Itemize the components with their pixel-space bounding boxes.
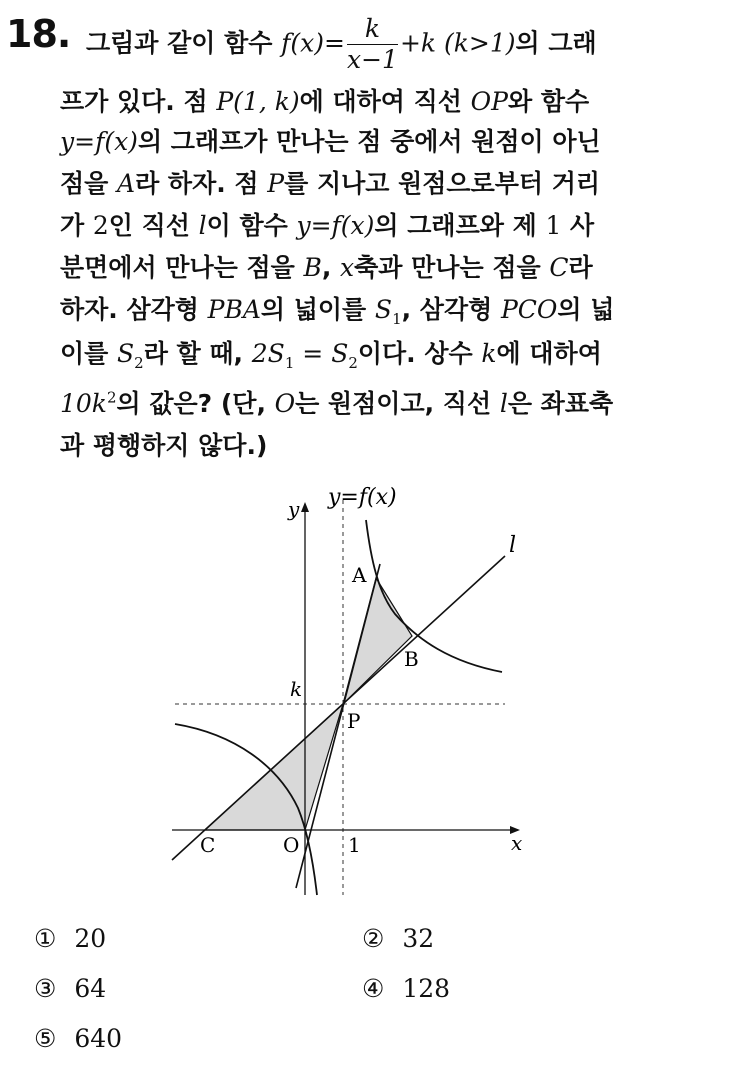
- text: 라 할 때,: [143, 339, 252, 368]
- math-k: k: [481, 339, 497, 368]
- math-10k: 10k: [60, 389, 107, 418]
- math-o: O: [274, 389, 296, 418]
- choice-2[interactable]: [362, 924, 434, 953]
- triangle-pba: [343, 578, 412, 704]
- text: , 삼각형: [401, 295, 501, 324]
- choice-mark: ③: [34, 974, 57, 1003]
- math-eq-s: = S: [294, 339, 349, 368]
- math-l: l: [499, 389, 508, 418]
- math-sup: 2: [106, 388, 117, 407]
- text: 의 넓이를: [260, 295, 375, 324]
- math-s: S: [374, 295, 393, 324]
- choice-4[interactable]: [362, 974, 450, 1003]
- math-pco: PCO: [500, 295, 558, 324]
- text: 의 값은? (단,: [116, 389, 275, 418]
- math-l: l: [198, 211, 207, 240]
- point-c-label: C: [200, 833, 216, 857]
- question-number: 18.: [6, 12, 71, 56]
- question-line-4: [60, 164, 600, 200]
- text: 은 좌표축: [507, 389, 614, 418]
- math-x: x: [340, 253, 355, 282]
- text: 과 평행하지 않다.): [60, 431, 268, 460]
- question-line-9: [60, 384, 613, 420]
- question-line-7: [60, 290, 614, 328]
- question-line-8: [60, 334, 602, 372]
- choice-3[interactable]: [34, 974, 106, 1003]
- math-one: 1: [545, 211, 562, 240]
- choice-value: 640: [74, 1024, 123, 1053]
- text: 이 함수: [206, 211, 297, 240]
- math-yfx: y=f(x): [60, 127, 138, 156]
- math-a: A: [117, 169, 136, 198]
- choice-mark: ②: [362, 924, 385, 953]
- text: 의 그래프와 제: [374, 211, 546, 240]
- text: 축과 만나는 점을: [354, 253, 550, 282]
- text: 인 직선: [108, 211, 199, 240]
- point-b-label: B: [404, 647, 419, 671]
- text: 하자. 삼각형: [60, 295, 208, 324]
- question-line-10: [60, 426, 267, 462]
- math-c: C: [549, 253, 569, 282]
- math-eq: =: [324, 28, 345, 58]
- math-plus-k: +k: [399, 28, 437, 58]
- choice-1[interactable]: [34, 924, 106, 953]
- text: 에 대하여: [496, 339, 602, 368]
- text: 에 대하여 직선: [299, 87, 471, 116]
- math-fx: f(x): [281, 28, 325, 58]
- text: 의 넓: [557, 295, 615, 324]
- math-sub: 2: [134, 354, 144, 372]
- text: 그림과 같이 함수: [86, 28, 282, 58]
- fraction: [347, 14, 398, 75]
- choice-mark: ①: [34, 924, 57, 953]
- fraction-numerator: k: [347, 14, 398, 45]
- math-sub: 1: [284, 354, 295, 372]
- choice-value: 64: [74, 974, 107, 1003]
- math-point-p: P(1, k): [216, 87, 300, 116]
- text: 라: [568, 253, 593, 282]
- question-line-3: [60, 122, 601, 158]
- text: 사: [561, 211, 595, 240]
- choice-mark: ⑤: [34, 1024, 57, 1053]
- question-line-6: [60, 248, 593, 284]
- text: 라 하자. 점: [135, 169, 268, 198]
- y-axis-label: y: [288, 497, 300, 521]
- choice-value: 128: [402, 974, 451, 1003]
- line-l: [172, 556, 505, 860]
- math-condition: (k>1): [436, 28, 516, 58]
- math-sub: 2: [348, 354, 358, 372]
- question-line-5: [60, 206, 594, 242]
- math-op: OP: [470, 87, 508, 116]
- point-o-label: O: [283, 833, 300, 857]
- math-p: P: [267, 169, 285, 198]
- math-two: 2: [92, 211, 109, 240]
- math-yfx: y=f(x): [296, 211, 375, 240]
- text: 분면에서 만나는 점을: [60, 253, 304, 282]
- text: 이를: [60, 339, 118, 368]
- y-axis-arrow: [301, 502, 309, 512]
- question-line-2: [60, 82, 589, 118]
- fraction-denominator: x−1: [346, 45, 398, 74]
- choice-5[interactable]: [34, 1024, 122, 1053]
- one-tick-label: 1: [348, 833, 361, 857]
- text: 와 함수: [507, 87, 590, 116]
- text: ,: [321, 253, 341, 282]
- math-2s: 2S: [251, 339, 285, 368]
- text: 는 원점이고, 직선: [295, 389, 500, 418]
- text: 가: [60, 211, 93, 240]
- text: 점을: [60, 169, 118, 198]
- math-sub: 1: [392, 310, 402, 328]
- line-l-label: l: [509, 533, 517, 558]
- point-p-label: P: [347, 709, 361, 733]
- x-axis-label: x: [511, 831, 523, 855]
- math-s: S: [117, 339, 135, 368]
- question-line-1: [86, 14, 597, 75]
- math-b: B: [303, 253, 322, 282]
- choice-value: 20: [74, 924, 107, 953]
- text: 프가 있다. 점: [60, 87, 217, 116]
- math-pba: PBA: [207, 295, 261, 324]
- line-op: [296, 564, 380, 888]
- point-a-label: A: [352, 563, 367, 587]
- graph-figure: [0, 480, 736, 900]
- k-tick-label: k: [290, 677, 303, 701]
- text: 의 그래: [515, 28, 597, 58]
- choice-value: 32: [402, 924, 435, 953]
- text: 를 지나고 원점으로부터 거리: [284, 169, 601, 198]
- text: 이다. 상수: [357, 339, 482, 368]
- choice-mark: ④: [362, 974, 385, 1003]
- text: 의 그래프가 만나는 점 중에서 원점이 아닌: [137, 127, 601, 156]
- curve-label: y=f(x): [328, 485, 397, 510]
